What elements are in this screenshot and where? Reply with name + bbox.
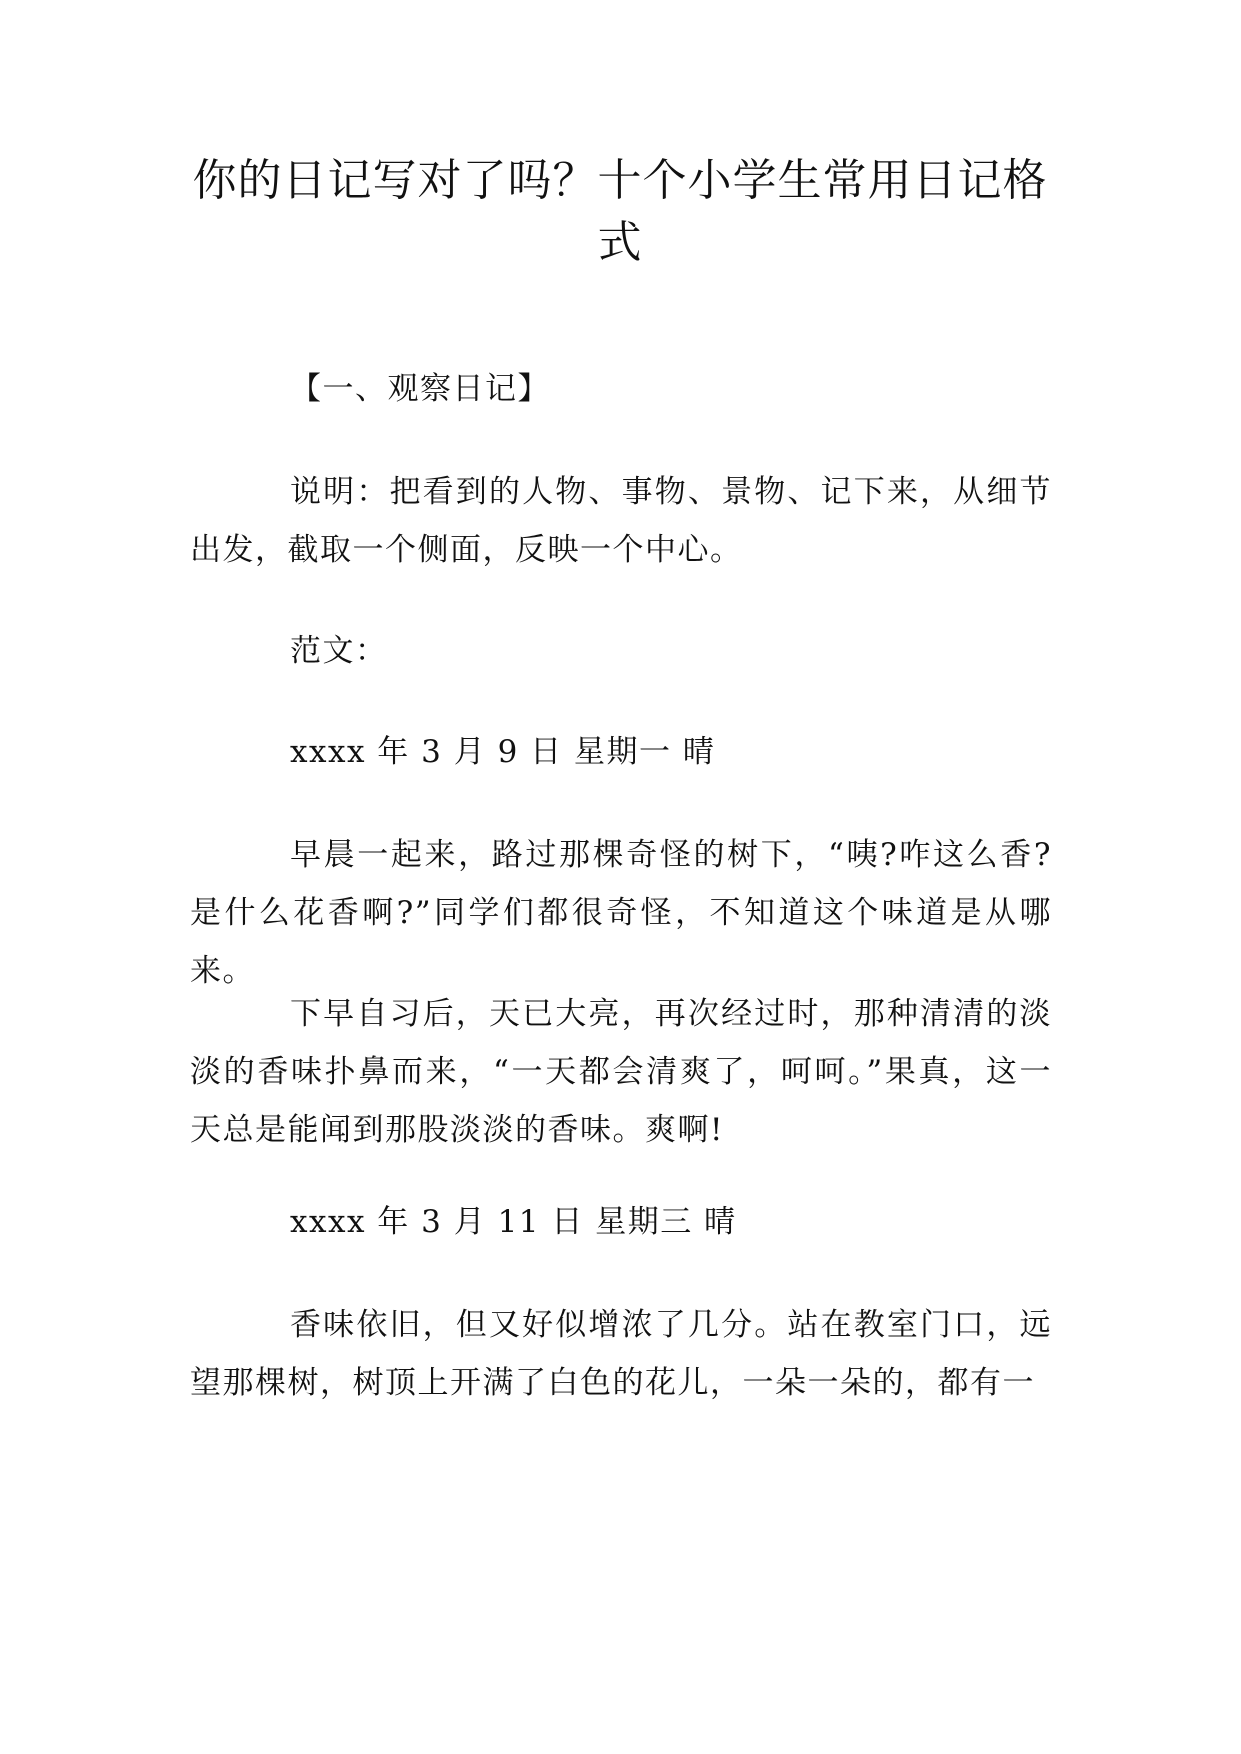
section-heading-observation-diary: 【一、观察日记】 [290,371,550,407]
document-title: 你的日记写对了吗？十个小学生常用日记格式 [192,155,1048,268]
diary-date-line-1: xxxx 年 3 月 9 日 星期一 晴 [290,734,716,770]
diary-paragraph-1: 早晨一起来，路过那棵奇怪的树下，“咦?咋这么香?是什么花香啊?”同学们都很奇怪，不知道这个味道是从哪来。 [190,837,1052,989]
diary-date-line-2: xxxx 年 3 月 11 日 星期三 晴 [290,1204,737,1240]
paragraph-explanation: 说明：把看到的人物、事物、景物、记下来，从细节出发，截取一个侧面，反映一个中心。 [190,474,1052,568]
paragraph-sample-label: 范文： [290,633,388,669]
diary-paragraph-3: 香味依旧，但又好似增浓了几分。站在教室门口，远望那棵树，树顶上开满了白色的花儿，一朵一朵的，都有一 [190,1307,1052,1401]
diary-paragraph-2: 下早自习后，天已大亮，再次经过时，那种清清的淡淡的香味扑鼻而来，“一天都会清爽了，呵呵。”果真，这一天总是能闻到那股淡淡的香味。爽啊! [190,996,1052,1148]
